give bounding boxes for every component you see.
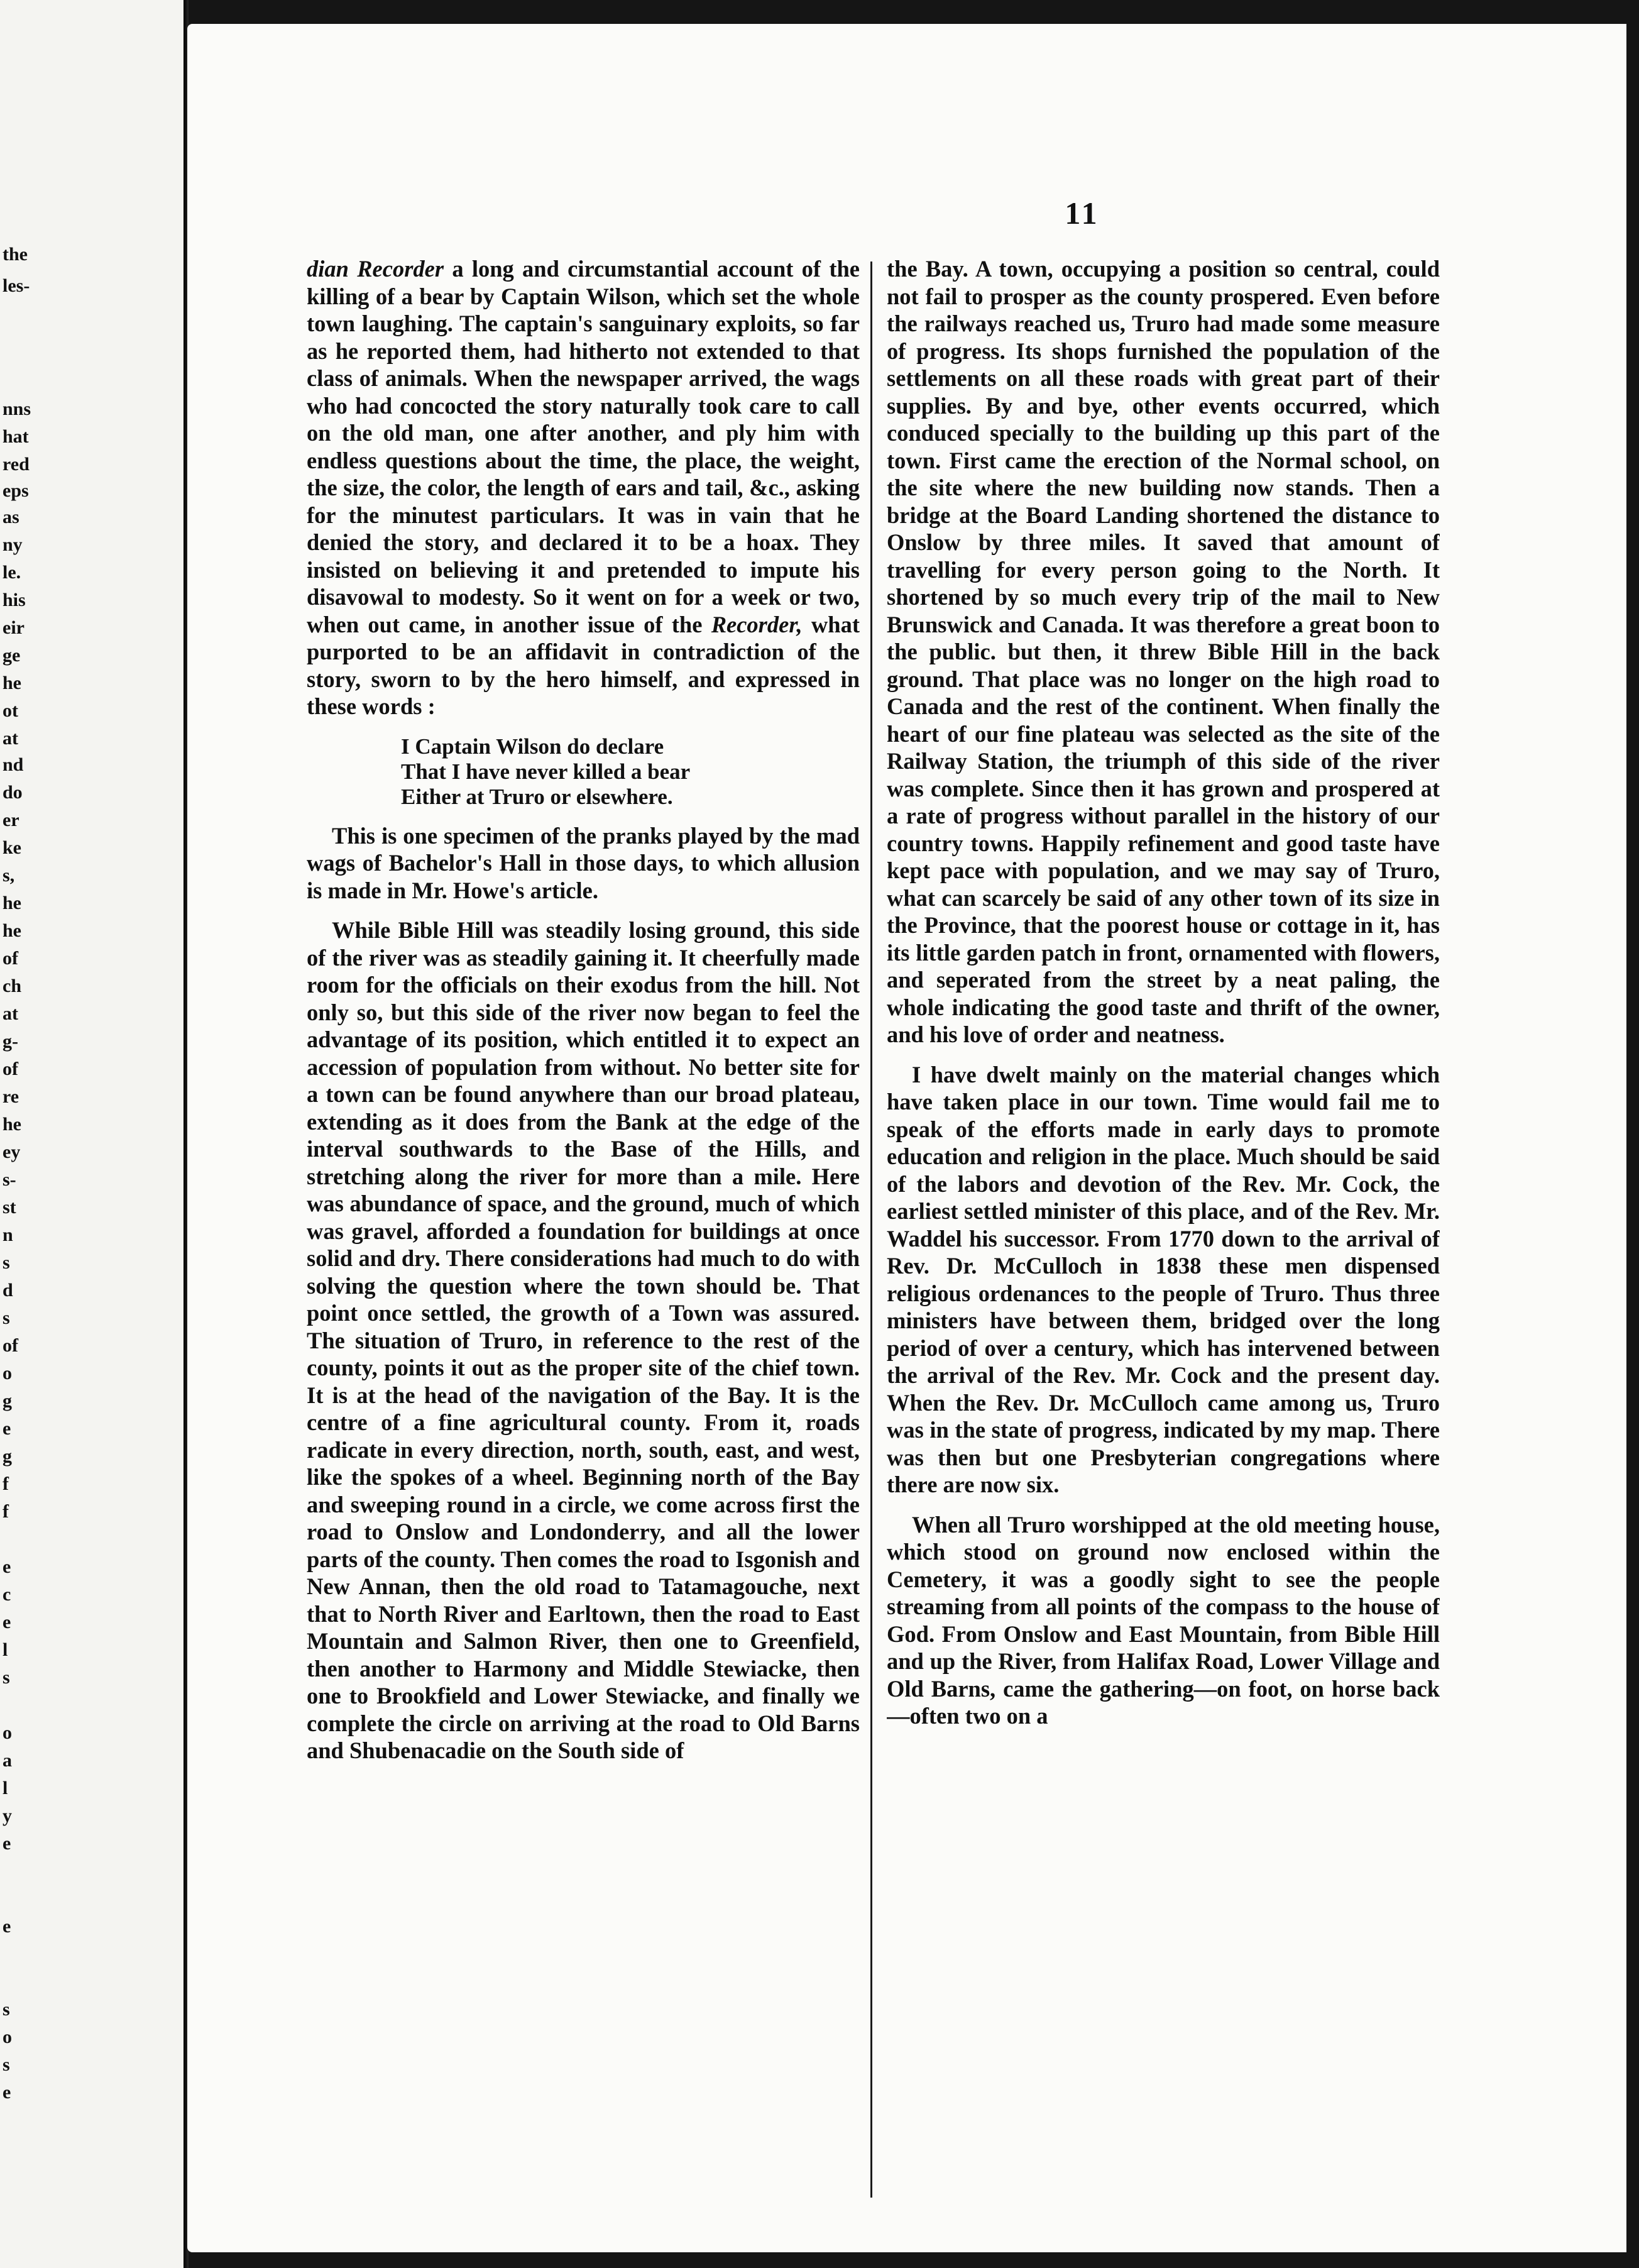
facing-page-fragment: as [3, 507, 19, 527]
facing-page-fragment: y [3, 1805, 12, 1826]
facing-page-fragment: of [3, 948, 18, 969]
facing-page-fragment: st [3, 1197, 16, 1218]
page [187, 24, 1626, 2252]
paragraph-town-prospered: the Bay. A town, occupying a position so central, could not fail to prosper as the county prospered. Even before the railways reached us, Truro had made some measure of progress. Its shops furnished the population of the settlements on all these roads with great part of their supplies. By and bye, other events occurred, which conduced specially to the building up this part of the town. First came the erection of the Normal school, on the site where the new building now stands. Then a bridge at the Board Landing shortened the distance to Onslow by three miles. It saved that amount of travelling for every person going to the North. It shortened by so much every trip of the mail to New Brunswick and Canada. It was therefore a great boon to the public. but then, it threw Bible Hill in the back ground. That place was no longer on the high road to Canada and the rest of the continent. When finally the heart of our fine plateau was selected as the site of the Railway Station, the triumph of this side of the river was complete. Since then it has grown and prospered at a rate of progress without parallel in the history of our country towns. Happily refinement and good taste have kept pace with population, and we may say of Truro, what can scarcely be said of any other town of its size in the Province, that the poorest house or cottage in it, has its little garden patch in front, ornamented with flowers, and seperated from the street by a neat paling, the whole indicating the good taste and thrift of the owner, and his love of order and neatness. [887, 256, 1440, 1047]
facing-page-fragment: of [3, 1335, 18, 1356]
facing-page-fragment: red [3, 454, 30, 475]
paragraph-ministers: I have dwelt mainly on the material changes which have taken place in our town. Time would fail me to speak of the efforts made in early days to promote education and religion in the place. Much should be said of the labors and devotion of the Rev. Mr. Cock, the earliest settled minister of this place, and of the Rev. Mr. Waddel his successor. From 1770 down to the arrival of Rev. Dr. McCulloch in 1838 these men dispensed religious ordenances to the people of Truro. Thus three ministers have between them, bridged over the long period of over a century, which has intervened between the arrival of the Rev. Mr. Cock and the present day. When the Rev. Dr. McCulloch came among us, Truro was in the state of progress, indicated by my map. There was then but one Presbyterian congregations where there are now six. [887, 1061, 1440, 1497]
facing-page-fragment: g- [3, 1031, 18, 1052]
facing-page-fragment: o [3, 2027, 12, 2047]
facing-page-fragment: s [3, 1999, 10, 2020]
verse-line: I Captain Wilson do declare [401, 734, 664, 759]
facing-page-fragment: o [3, 1722, 12, 1743]
facing-page-fragment: he [3, 673, 21, 693]
facing-page-fragment: g [3, 1446, 12, 1467]
right-column [887, 255, 1440, 2229]
facing-page-fragment: e [3, 1916, 11, 1937]
left-column [307, 255, 860, 2229]
facing-page-fragment: at [3, 1003, 18, 1024]
verse-line: Either at Truro or elsewhere. [401, 784, 673, 809]
facing-page-fragment: ge [3, 645, 21, 666]
page-number: 11 [1065, 195, 1100, 231]
facing-page-fragment: f [3, 1501, 9, 1522]
facing-page-fragment: les- [3, 275, 30, 296]
facing-page-fragment: f [3, 1473, 9, 1494]
facing-page-fragment: n [3, 1225, 13, 1245]
facing-page-fragment: eps [3, 480, 29, 501]
facing-page-fragment: ot [3, 700, 18, 721]
facing-page-fragment: s [3, 1667, 10, 1688]
facing-page-fragment: ey [3, 1142, 21, 1162]
facing-page-fragment: ch [3, 976, 21, 996]
facing-page-fragment: nd [3, 754, 24, 775]
facing-page-fragment: c [3, 1584, 11, 1605]
paragraph-meeting-house: When all Truro worshipped at the old meeting house, which stood on ground now enclosed within the Cemetery, it was a goodly sight to see the people streaming from all points of the compass to the house of God. From Onslow and East Mountain, from Bible Hill and up the River, from Halifax Road, Lower Village and Old Barns, came the gathering—on foot, on horse back—often two on a [887, 1511, 1440, 1729]
column-divider [870, 261, 872, 2198]
facing-page-fragment: le. [3, 562, 21, 583]
facing-page-fragment: ke [3, 837, 21, 858]
facing-page-fragment: s- [3, 1169, 16, 1190]
facing-page-fragment: he [3, 1114, 21, 1135]
verse-affidavit [401, 734, 860, 810]
facing-page-fragment: the [3, 244, 28, 265]
facing-page-fragment: l [3, 1778, 8, 1798]
italic-publication-name: dian Recorder [307, 256, 444, 282]
facing-page-fragment: do [3, 782, 23, 803]
paragraph-recorder-hoax: dian Recorder a long and circumstantial account of the killing of a bear by Captain Wilson, which set the whole town laughing. The captain's sanguinary exploits, so far as he reported them, had hitherto not extended to that class of animals. When the newspaper arrived, the wags who had concocted the story naturally took care to call on the old man, one after another, and ply him with endless questions about the time, the place, the weight, the size, the color, the length of ears and tail, &c., asking for the minutest particulars. It was in vain that he denied the story, and declared it to be a hoax. They insisted on believing it and pretended to impute his disavowal to modesty. So it went on for a week or two, when out came, in another issue of the Recorder, what purported to be an affidavit in contradiction of the story, sworn to by the hero himself, and expressed in these words : [307, 256, 860, 719]
facing-page-text-fragments [3, 0, 65, 2268]
facing-page-fragment: e [3, 2082, 11, 2103]
facing-page-fragment: he [3, 920, 21, 941]
paragraph-bible-hill: While Bible Hill was steadily losing ground, this side of the river was as steadily gaining it. It cheerfully made room for the officials on their exodus from the hill. Not only so, but this side of the river now began to feel the advantage of its position, which entitled it to expect an accession of population from without. No better site for a town can be found anywhere than our broad plateau, extending as it does from the Bank at the edge of the interval southwards to the Base of the Hills, and stretching along the river for more than a mile. Here was abundance of space, and the ground, much of which was gravel, afforded a foundation for buildings at once solid and dry. There considerations had much to do with solving the question where the town should be. That point once settled, the growth of a Town was assured. The situation of Truro, in reference to the rest of the county, points it out as the proper site of the chief town. It is at the head of the navigation of the Bay. It is the centre of a fine agricultural county. From it, roads radicate in every direction, north, south, east, and west, like the spokes of a wheel. Beginning north of the Bay and sweeping round in a circle, we come across first the road to Onslow and Londonderry, and all the lower parts of the county. Then comes the road to Isgonish and New Annan, then the old road to Tatamagouche, next that to North River and Earltown, then the road to East Mountain and Salmon River, then one to Greenfield, then another to Harmony and Middle Stewiacke, then one to Brookfield and Lower Stewiacke, and finally we complete the circle on arriving at the road to Old Barns and Shubenacadie on the South side of [307, 917, 860, 1763]
facing-page-fragment: s [3, 2054, 10, 2075]
facing-page-fragment: at [3, 728, 18, 749]
facing-page-fragment: e [3, 1556, 11, 1577]
italic-recorder: Recorder, [711, 611, 803, 637]
facing-page-fragment: s [3, 1252, 10, 1273]
facing-page-fragment: o [3, 1363, 12, 1384]
facing-page-fragment: d [3, 1280, 13, 1301]
facing-page-fragment: l [3, 1639, 8, 1660]
facing-page-fragment: e [3, 1418, 11, 1439]
facing-page-fragment: his [3, 590, 26, 610]
facing-page-fragment: hat [3, 426, 29, 447]
facing-page-fragment: re [3, 1086, 19, 1107]
facing-page-fragment: ny [3, 534, 23, 555]
facing-page-fragment: a [3, 1750, 12, 1771]
facing-page-fragment: e [3, 1612, 11, 1632]
verse-line: That I have never killed a bear [401, 759, 691, 784]
facing-page-fragment: of [3, 1059, 18, 1079]
facing-page-fragment: er [3, 810, 19, 830]
facing-page-fragment: eir [3, 617, 25, 638]
paragraph-pranks: This is one specimen of the pranks played by the mad wags of Bachelor's Hall in those days, to which allusion is made in Mr. Howe's article. [307, 822, 860, 903]
facing-page-fragment: nns [3, 399, 31, 419]
facing-page-fragment: s [3, 1307, 10, 1328]
facing-page-fragment: e [3, 1833, 11, 1854]
facing-page [0, 0, 185, 2268]
facing-page-fragment: he [3, 893, 21, 913]
facing-page-fragment: s, [3, 865, 15, 886]
facing-page-fragment: g [3, 1390, 12, 1411]
